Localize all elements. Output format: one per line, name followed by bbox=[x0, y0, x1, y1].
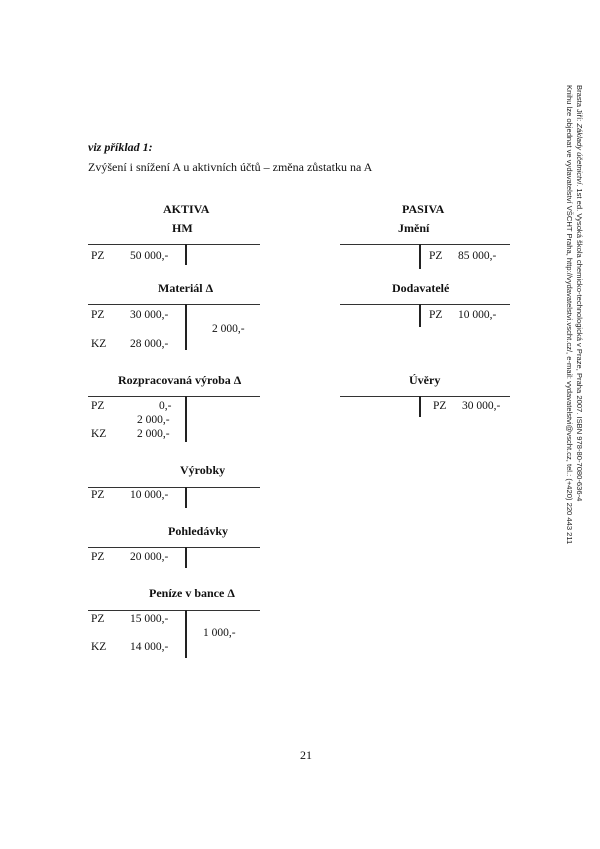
t-account-divider bbox=[419, 396, 421, 417]
pz-label: PZ bbox=[91, 613, 105, 625]
t-account-line bbox=[88, 547, 260, 548]
kz-label: KZ bbox=[91, 641, 107, 653]
t-account-line bbox=[88, 396, 260, 397]
t-account-divider bbox=[185, 244, 187, 265]
credit-value: 1 000,- bbox=[203, 627, 236, 639]
t-account-line bbox=[340, 304, 510, 305]
t-account-divider bbox=[185, 396, 187, 442]
side-note-publication: . 1st ed. Vysoká škola chemicko-technologická v Praze, Praha 2007. ISBN 978-80-7080-636-4 bbox=[575, 184, 584, 502]
t-account-divider bbox=[185, 610, 187, 658]
account-title-rozpracovana: Rozpracovaná výroba Δ bbox=[118, 373, 242, 387]
pz-label: PZ bbox=[91, 400, 105, 412]
column-header-pasiva: PASIVA bbox=[402, 202, 445, 216]
pz-label: PZ bbox=[429, 250, 443, 262]
pz-label: PZ bbox=[91, 551, 105, 563]
kz-value: 2 000,- bbox=[137, 428, 170, 440]
t-account-line bbox=[340, 244, 510, 245]
side-note bbox=[564, 85, 584, 585]
pz-label: PZ bbox=[429, 309, 443, 321]
kz-value: 14 000,- bbox=[130, 641, 169, 653]
account-title-penize: Peníze v bance Δ bbox=[149, 586, 235, 600]
side-note-line2: Knihu lze objednat ve vydavatelství VŠCHT Praha, http://vydavatelstvi.vscht.cz/, e-mail: vydavatelstvi@vscht.cz, tel.: (+420) 220 443 211 bbox=[565, 85, 574, 545]
t-account-divider bbox=[419, 304, 421, 327]
t-account-divider bbox=[185, 547, 187, 568]
pz-label: PZ bbox=[91, 309, 105, 321]
pz-label: PZ bbox=[433, 400, 447, 412]
t-account-line bbox=[88, 610, 260, 611]
credit-value: 2 000,- bbox=[212, 323, 245, 335]
account-title-jmeni: Jmění bbox=[398, 221, 430, 235]
pz-value: 10 000,- bbox=[130, 489, 169, 501]
side-note-title: Základy účetnictví bbox=[575, 123, 584, 185]
t-account-line bbox=[88, 487, 260, 488]
pz-value: 10 000,- bbox=[458, 309, 497, 321]
account-title-hm: HM bbox=[172, 221, 193, 235]
account-title-dodavatele: Dodavatelé bbox=[392, 281, 450, 295]
account-title-vyrobky: Výrobky bbox=[180, 463, 226, 477]
t-account-line bbox=[340, 396, 510, 397]
column-header-aktiva: AKTIVA bbox=[163, 202, 210, 216]
t-account-divider bbox=[419, 244, 421, 269]
account-title-uvery: Úvěry bbox=[409, 373, 441, 387]
side-note-author: Brasta Jiří: bbox=[575, 85, 584, 124]
pz-value: 50 000,- bbox=[130, 250, 169, 262]
page-number: 21 bbox=[300, 748, 312, 762]
kz-label: KZ bbox=[91, 338, 107, 350]
pz-value: 15 000,- bbox=[130, 613, 169, 625]
t-account-divider bbox=[185, 304, 187, 350]
account-title-material: Materiál Δ bbox=[158, 281, 214, 295]
pz-label: PZ bbox=[91, 250, 105, 262]
t-account-divider bbox=[185, 487, 187, 508]
pz-label: PZ bbox=[91, 489, 105, 501]
kz-label: KZ bbox=[91, 428, 107, 440]
kz-value: 28 000,- bbox=[130, 338, 169, 350]
pz-value: 0,- bbox=[159, 400, 172, 412]
t-account-line bbox=[88, 244, 260, 245]
side-note-line1 bbox=[574, 85, 584, 544]
example-subtitle: Zvýšení i snížení A u aktivních účtů – změna zůstatku na A bbox=[88, 160, 373, 174]
t-account-line bbox=[88, 304, 260, 305]
pz-value: 20 000,- bbox=[130, 551, 169, 563]
pz-value: 30 000,- bbox=[130, 309, 169, 321]
debit-value: 2 000,- bbox=[137, 414, 170, 426]
account-title-pohledavky: Pohledávky bbox=[168, 524, 229, 538]
example-heading: viz příklad 1: bbox=[88, 140, 153, 154]
pz-value: 30 000,- bbox=[462, 400, 501, 412]
pz-value: 85 000,- bbox=[458, 250, 497, 262]
side-note-text bbox=[564, 85, 584, 544]
